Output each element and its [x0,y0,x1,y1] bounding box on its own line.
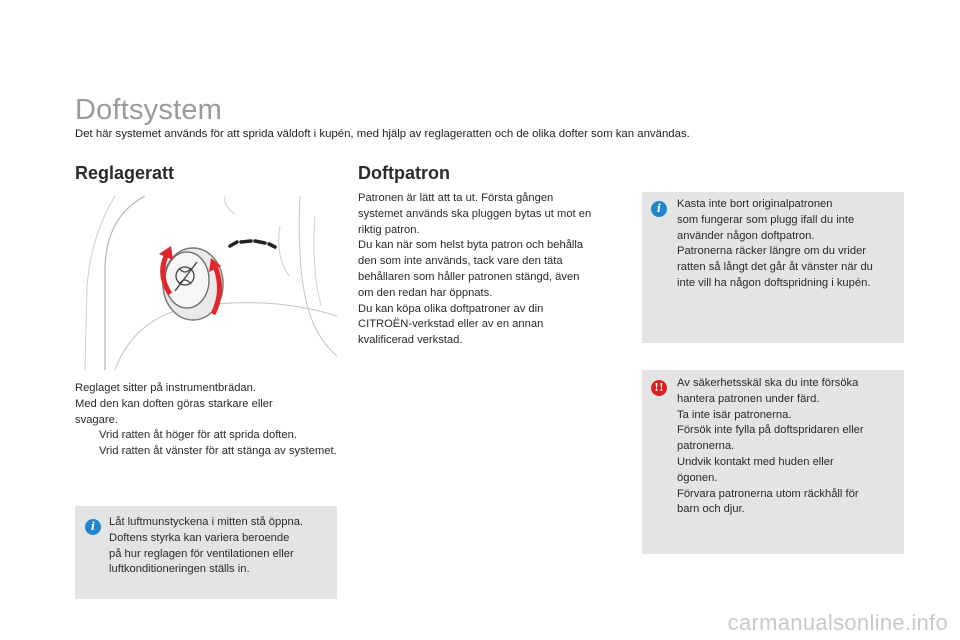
text-line: ögonen. [677,471,718,484]
info-icon: i [85,519,101,535]
text-line: ratten så långt det går åt vänster när du [677,261,873,274]
info-icon: i [651,201,667,217]
text-line: behållaren som håller patronen stängd, även [358,270,580,283]
text-line: använder någon doftpatron. [677,229,815,242]
section-heading-doftpatron: Doftpatron [358,163,450,183]
text-line: kvalificerad verkstad. [358,334,463,347]
bullet-text: Vrid ratten åt höger för att sprida doften. [99,429,297,442]
text-line: hantera patronen under färd. [677,392,820,405]
text-line: Förvara patronerna utom räckhåll för [677,487,859,500]
text-line: Försök inte fylla på doftspridaren eller [677,424,864,437]
text-line: Undvik kontakt med huden eller [677,455,834,468]
text-line: Med den kan doften göras starkare eller [75,397,273,410]
text-line: på hur reglagen för ventilationen eller [109,547,294,560]
knob-illustration [75,196,337,370]
bullet-text: Vrid ratten åt vänster för att stänga av systemet. [99,445,337,458]
text-line: barn och djur. [677,503,745,516]
text-line: Reglaget sitter på instrumentbrädan. [75,382,256,394]
text-line: systemet används ska pluggen bytas ut mot en [358,207,592,220]
warning-icon: !! [651,380,667,396]
watermark-text: carmanualsonline.info [727,610,948,635]
bullet-item [75,444,337,460]
info-box-right [642,192,904,343]
section-heading-reglageratt: Reglageratt [75,163,175,183]
bullet-item [75,428,337,444]
text-line: den som inte används, tack vare den täta [358,255,563,268]
text-line: som fungerar som plugg ifall du inte [677,213,855,226]
text-line: luftkonditioneringen ställs in. [109,563,250,576]
doftpatron-text [358,191,620,349]
text-line: CITROËN-verkstad eller av en annan [358,318,544,331]
info-box-left [75,506,337,599]
reglageratt-text [75,381,337,460]
text-line: Patronerna räcker längre om du vrider [677,245,867,258]
text-line: Patronen är lätt att ta ut. Första gången [358,192,554,204]
text-line: riktig patron. [358,223,420,236]
text-line: Doftens styrka kan variera beroende [109,531,290,544]
text-line: svagare. [75,413,118,426]
knob-illustration-svg [75,196,337,370]
warning-box-right [642,370,904,554]
page-intro: Det här systemet används för att sprida väldoft i kupén, med hjälp av reglageratten och de olika dofter som kan användas. [75,128,690,140]
text-line: Kasta inte bort originalpatronen [677,198,833,210]
text-line: Låt luftmunstyckena i mitten stå öppna. [109,516,304,528]
text-line: patronerna. [677,440,735,453]
text-line: Av säkerhetsskäl ska du inte försöka [677,377,859,389]
text-line: Ta inte isär patronerna. [677,408,792,421]
page-title: Doftsystem [75,94,223,126]
text-line: om den redan har öppnats. [358,286,493,299]
text-line: Du kan när som helst byta patron och behålla [358,239,584,252]
text-line: Du kan köpa olika doftpatroner av din [358,302,544,315]
text-line: inte vill ha någon doftspridning i kupén. [677,276,871,289]
